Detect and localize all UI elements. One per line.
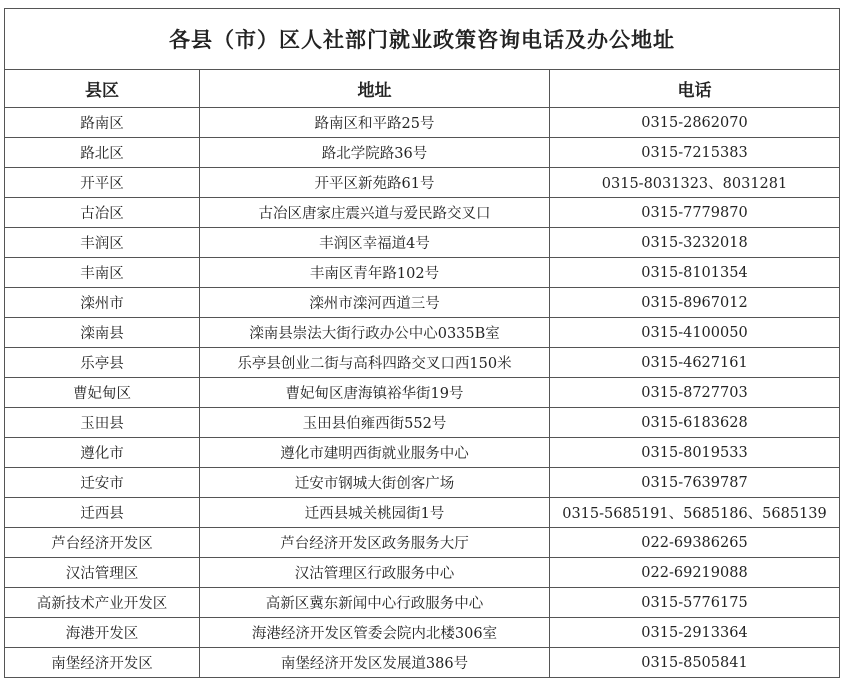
phone-cell: 0315-7215383 [550,138,840,168]
phone-cell: 0315-8967012 [550,288,840,318]
phone-cell: 0315-8031323、8031281 [550,168,840,198]
county-cell: 海港开发区 [5,618,200,648]
county-cell: 高新技术产业开发区 [5,588,200,618]
table-row [5,468,840,498]
table-row [5,618,840,648]
county-cell: 玉田县 [5,408,200,438]
table-row [5,168,840,198]
county-cell: 芦台经济开发区 [5,528,200,558]
phone-cell: 0315-8505841 [550,648,840,678]
address-cell: 古冶区唐家庄震兴道与爱民路交叉口 [200,198,550,228]
table-row [5,498,840,528]
column-header-county: 县区 [5,70,200,108]
county-cell: 古冶区 [5,198,200,228]
address-cell: 丰南区青年路102号 [200,258,550,288]
table-row [5,378,840,408]
address-cell: 路北学院路36号 [200,138,550,168]
table-row [5,528,840,558]
county-cell: 开平区 [5,168,200,198]
document-container [4,8,839,678]
phone-cell: 0315-5685191、5685186、5685139 [550,498,840,528]
table-row [5,258,840,288]
county-cell: 汉沽管理区 [5,558,200,588]
table-row [5,138,840,168]
county-cell: 曹妃甸区 [5,378,200,408]
phone-cell: 0315-2862070 [550,108,840,138]
column-header-address: 地址 [200,70,550,108]
phone-cell: 0315-6183628 [550,408,840,438]
county-cell: 乐亭县 [5,348,200,378]
header-row [5,70,840,108]
address-cell: 丰润区幸福道4号 [200,228,550,258]
address-cell: 芦台经济开发区政务服务大厅 [200,528,550,558]
phone-cell: 0315-8727703 [550,378,840,408]
phone-cell: 0315-5776175 [550,588,840,618]
county-cell: 路北区 [5,138,200,168]
phone-cell: 0315-4627161 [550,348,840,378]
table-row [5,228,840,258]
address-cell: 玉田县伯雍西街552号 [200,408,550,438]
address-cell: 乐亭县创业二街与高科四路交叉口西150米 [200,348,550,378]
address-cell: 海港经济开发区管委会院内北楼306室 [200,618,550,648]
table-title: 各县（市）区人社部门就业政策咨询电话及办公地址 [5,9,840,70]
address-cell: 南堡经济开发区发展道386号 [200,648,550,678]
table-row [5,558,840,588]
address-cell: 开平区新苑路61号 [200,168,550,198]
county-cell: 路南区 [5,108,200,138]
address-cell: 高新区冀东新闻中心行政服务中心 [200,588,550,618]
phone-cell: 022-69386265 [550,528,840,558]
contact-table [4,8,840,678]
address-cell: 滦州市滦河西道三号 [200,288,550,318]
address-cell: 迁西县城关桃园街1号 [200,498,550,528]
column-header-phone: 电话 [550,70,840,108]
table-row [5,318,840,348]
county-cell: 丰南区 [5,258,200,288]
county-cell: 迁安市 [5,468,200,498]
phone-cell: 0315-7779870 [550,198,840,228]
county-cell: 滦州市 [5,288,200,318]
table-body [5,108,840,678]
table-row [5,108,840,138]
table-row [5,348,840,378]
address-cell: 路南区和平路25号 [200,108,550,138]
table-row [5,648,840,678]
address-cell: 滦南县崇法大街行政办公中心0335B室 [200,318,550,348]
phone-cell: 0315-3232018 [550,228,840,258]
table-row [5,588,840,618]
table-row [5,198,840,228]
county-cell: 南堡经济开发区 [5,648,200,678]
address-cell: 汉沽管理区行政服务中心 [200,558,550,588]
address-cell: 曹妃甸区唐海镇裕华街19号 [200,378,550,408]
phone-cell: 0315-7639787 [550,468,840,498]
phone-cell: 0315-2913364 [550,618,840,648]
address-cell: 迁安市钢城大街创客广场 [200,468,550,498]
county-cell: 滦南县 [5,318,200,348]
table-row [5,408,840,438]
address-cell: 遵化市建明西街就业服务中心 [200,438,550,468]
table-row [5,288,840,318]
county-cell: 迁西县 [5,498,200,528]
phone-cell: 0315-8019533 [550,438,840,468]
phone-cell: 0315-4100050 [550,318,840,348]
county-cell: 丰润区 [5,228,200,258]
phone-cell: 022-69219088 [550,558,840,588]
phone-cell: 0315-8101354 [550,258,840,288]
table-row [5,438,840,468]
county-cell: 遵化市 [5,438,200,468]
